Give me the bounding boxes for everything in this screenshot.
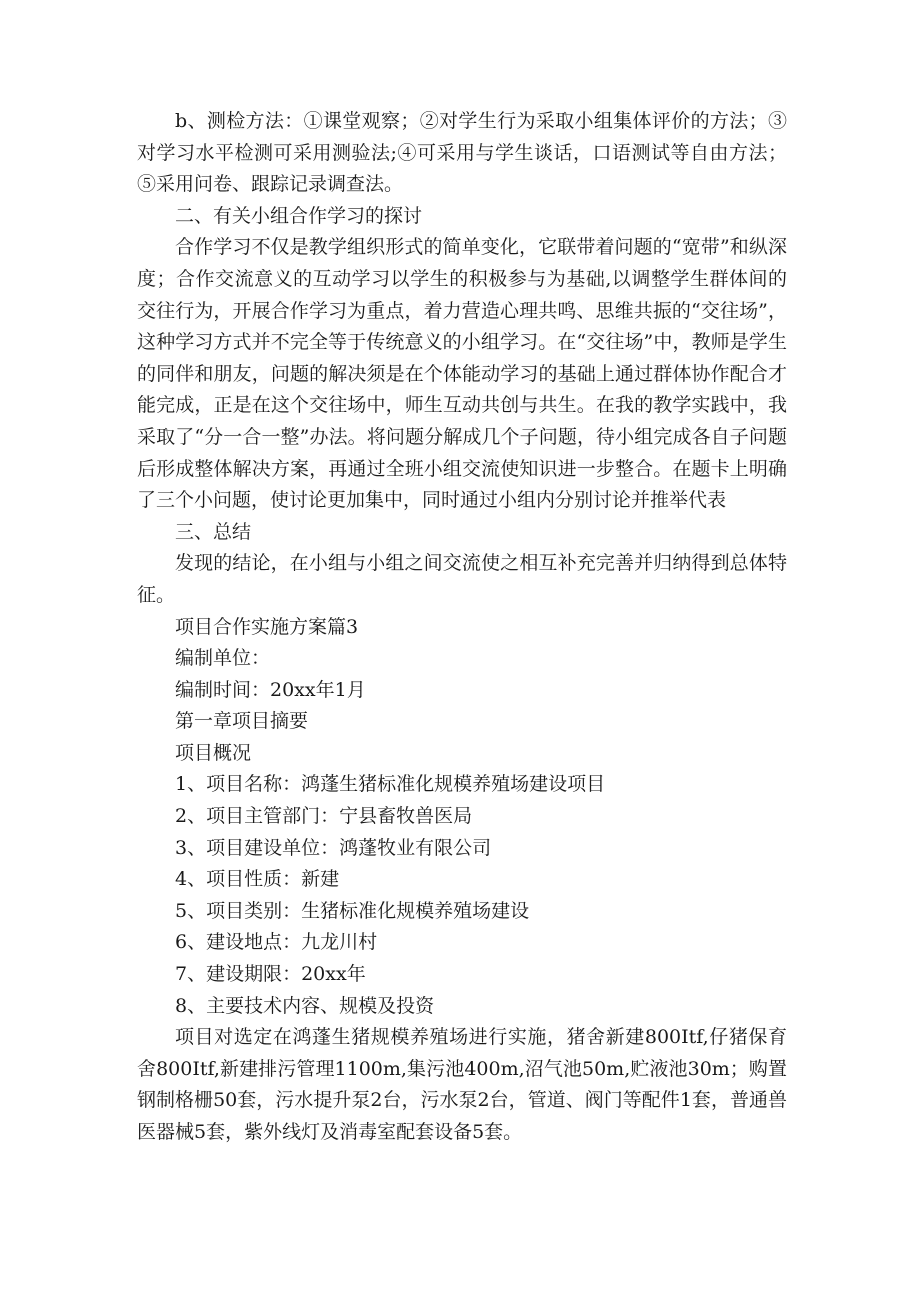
compile-time: 编制时间：20xx年1月 xyxy=(175,678,366,701)
section-heading-group-learning: 二、有关小组合作学习的探讨 xyxy=(175,204,423,227)
list-item: 5、项目类别：生猪标准化规模养殖场建设 xyxy=(175,899,530,922)
list-item: 3、项目建设单位：鸿蓬牧业有限公司 xyxy=(175,836,492,859)
compile-unit: 编制单位： xyxy=(175,647,271,670)
chapter-heading: 第一章项目摘要 xyxy=(175,710,309,733)
list-item: 7、建设期限：20xx年 xyxy=(175,963,366,986)
section-heading-summary: 三、总结 xyxy=(175,520,252,543)
list-item: 2、项目主管部门：宁县畜牧兽医局 xyxy=(175,805,473,828)
list-item: 8、主要技术内容、规模及投资 xyxy=(175,994,435,1017)
paragraph-cooperative-learning: 合作学习不仅是教学组织形式的简单变化，它联带着问题的“宽带”和纵深度；合作交流意义的互动学习以学生的积极参与为基础,以调整学生群体间的交往行为，开展合作学习为重点，着力营造心理共鸣、思维共振的“交往场”，这种学习方式并不完全等于传统意义的小组学习。在“交往场”中，教师是学生的同伴和朋友，问题的解决须是在个体能动学习的基础上通过群体协作配合才能完成，正是在这个交往场中，师生互动共创与共生。在我的教学实践中，我采取了“分一合一整”办法。将问题分解成几个子问题，待小组完成各自子问题后形成整体解决方案，再通过全班小组交流使知识进一步整合。在题卡上明确了三个小问题，使讨论更加集中，同时通过小组内分别讨论并推举代表 xyxy=(137,236,787,512)
paragraph-summary: 发现的结论，在小组与小组之间交流使之相互补充完善并归纳得到总体特征。 xyxy=(137,552,787,606)
list-item: 6、建设地点：九龙川村 xyxy=(175,931,378,954)
document-title-plan-3: 项目合作实施方案篇3 xyxy=(175,615,359,638)
document-body xyxy=(137,106,787,1149)
list-item: 1、项目名称：鸿蓬生猪标准化规模养殖场建设项目 xyxy=(175,773,606,796)
paragraph-test-methods: b、测检方法：①课堂观察；②对学生行为采取小组集体评价的方法；③对学习水平检测可采用测验法;④可采用与学生谈话，口语测试等自由方法；⑤采用问卷、跟踪记录调查法。 xyxy=(137,110,787,196)
project-overview-heading: 项目概况 xyxy=(175,741,252,764)
list-item: 4、项目性质：新建 xyxy=(175,868,340,891)
paragraph-project-scope: 项目对选定在鸿蓬生猪规模养殖场进行实施，猪舍新建800Itf,仔猪保育舍800Itf,新建排污管理1100m,集污池400m,沼气池50m,贮液池30m；购置钢制格栅50套，污水提升泵2台，污水泵2台，管道、阀门等配件1套，普通兽医器械5套，紫外线灯及消毒室配套设备5套。 xyxy=(137,1026,787,1143)
